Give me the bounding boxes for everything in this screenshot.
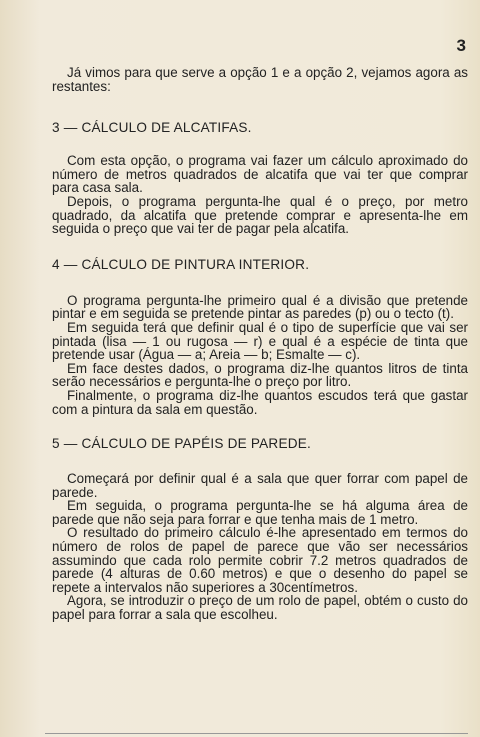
paragraph: Em seguida, o programa pergunta-lhe se há alguma área de parede que não seja para forrar e que tenha mais de 1 metro. bbox=[52, 498, 468, 527]
paragraph: Depois, o programa pergunta-lhe qual é o preço, por metro quadrado, da alcatifa que pretende comprar e apresenta-lhe em seguida o preço que vai ter de pagar pela alcatifa. bbox=[52, 193, 468, 237]
section-alcatifas bbox=[52, 154, 468, 236]
section-heading-pintura: 4 — CÁLCULO DE PINTURA INTERIOR. bbox=[52, 256, 310, 272]
section-pintura bbox=[52, 294, 468, 416]
paragraph: O resultado do primeiro cálculo é-lhe apresentado em termos do número de rolos de papel de parece que vão ser necessários assumindo que cada rolo permite cobrir 7.2 metros quadrados de parede (4 alturas de 0.60 metros) e que o desenho do papel se repete a intervalos não superiores a 30centímetros. bbox=[52, 525, 468, 595]
page-number: 3 bbox=[456, 36, 466, 55]
paragraph: Começará por definir qual é a sala que quer forrar com papel de parede. bbox=[52, 471, 468, 500]
section-heading-alcatifas: 3 — CÁLCULO DE ALCATIFAS. bbox=[52, 120, 252, 136]
section-papeis bbox=[52, 472, 468, 622]
intro-paragraph: Já vimos para que serve a opção 1 e a opção 2, vejamos agora as restantes: bbox=[52, 65, 468, 94]
paragraph: Finalmente, o programa diz-lhe quantos escudos terá que gastar com a pintura da sala em questão. bbox=[52, 387, 468, 417]
paragraph: Em face destes dados, o programa diz-lhe quantos litros de tinta serão necessários e pergunta-lhe o preço por litro. bbox=[52, 360, 468, 390]
section-heading-papeis: 5 — CÁLCULO DE PAPÉIS DE PAREDE. bbox=[52, 436, 311, 452]
paragraph: O programa pergunta-lhe primeiro qual é a divisão que pretende pintar e em seguida se pretende pintar as paredes (p) ou o tecto (t). bbox=[52, 292, 468, 322]
bottom-rule bbox=[45, 733, 468, 734]
paragraph: Agora, se introduzir o preço de um rolo de papel, obtém o custo do papel para forrar a sala que escolheu. bbox=[52, 593, 468, 623]
paragraph: Com esta opção, o programa vai fazer um cálculo aproximado do número de metros quadrados de alcatifa que vai ter que comprar para casa sala. bbox=[52, 153, 468, 196]
paragraph: Em seguida terá que definir qual é o tipo de superfície que vai ser pintada (lisa — 1 ou rugosa — r) e qual é a espécie de tinta que pretende usar (Água — a; Areia — b; Esmalte — c). bbox=[52, 319, 468, 363]
